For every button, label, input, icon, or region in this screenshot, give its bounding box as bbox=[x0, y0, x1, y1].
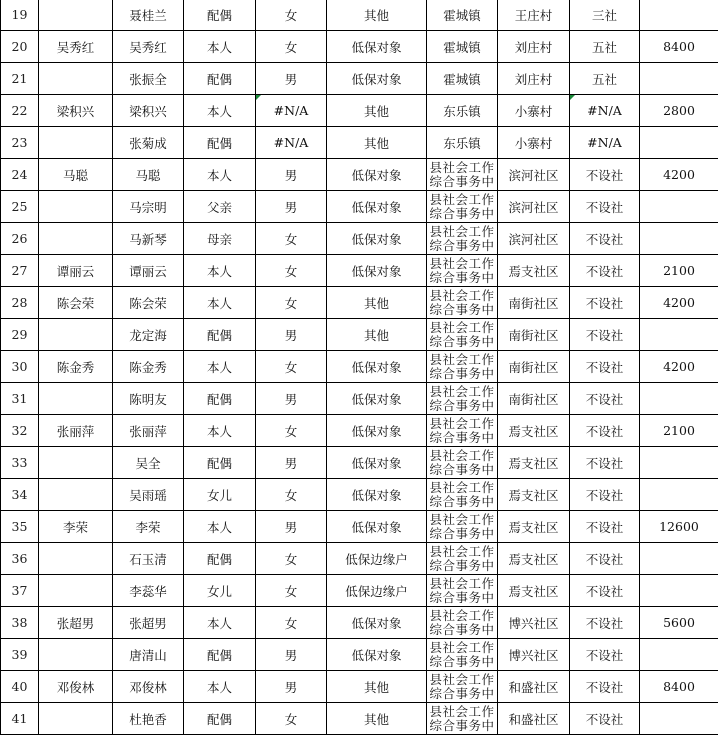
cell-gender[interactable]: 男 bbox=[256, 671, 327, 703]
cell-town[interactable]: 县社会工作综合事务中 bbox=[427, 383, 498, 415]
cell-household-head[interactable] bbox=[39, 127, 113, 159]
cell-gender[interactable]: 女 bbox=[256, 351, 327, 383]
cell-village[interactable]: 小寨村 bbox=[498, 95, 570, 127]
cell-member-name[interactable]: 陈明友 bbox=[113, 383, 184, 415]
cell-amount[interactable] bbox=[640, 543, 718, 575]
cell-row-number[interactable]: 35 bbox=[1, 511, 39, 543]
cell-relation[interactable]: 配偶 bbox=[184, 639, 256, 671]
cell-row-number[interactable]: 26 bbox=[1, 223, 39, 255]
table-row bbox=[1, 255, 718, 287]
cell-category[interactable]: 其他 bbox=[327, 127, 427, 159]
cell-amount[interactable] bbox=[640, 479, 718, 511]
cell-relation[interactable]: 本人 bbox=[184, 671, 256, 703]
cell-row-number[interactable]: 28 bbox=[1, 287, 39, 319]
cell-village[interactable]: 南街社区 bbox=[498, 383, 570, 415]
cell-group[interactable]: 不设社 bbox=[570, 543, 640, 575]
cell-town[interactable]: 县社会工作综合事务中 bbox=[427, 703, 498, 735]
cell-member-name[interactable]: 梁积兴 bbox=[113, 95, 184, 127]
table-row bbox=[1, 0, 718, 31]
cell-gender[interactable]: 男 bbox=[256, 191, 327, 223]
cell-relation[interactable]: 配偶 bbox=[184, 319, 256, 351]
cell-town[interactable]: 县社会工作综合事务中 bbox=[427, 159, 498, 191]
cell-row-number[interactable]: 40 bbox=[1, 671, 39, 703]
cell-village[interactable]: 焉支社区 bbox=[498, 415, 570, 447]
cell-group[interactable]: 不设社 bbox=[570, 703, 640, 735]
cell-group[interactable]: 不设社 bbox=[570, 671, 640, 703]
table-row bbox=[1, 447, 718, 479]
cell-group[interactable]: 不设社 bbox=[570, 191, 640, 223]
cell-gender[interactable]: 男 bbox=[256, 447, 327, 479]
cell-amount[interactable] bbox=[640, 447, 718, 479]
cell-group[interactable]: 不设社 bbox=[570, 511, 640, 543]
cell-member-name[interactable]: 杜艳香 bbox=[113, 703, 184, 735]
cell-category[interactable]: 低保对象 bbox=[327, 223, 427, 255]
cell-row-number[interactable]: 21 bbox=[1, 63, 39, 95]
cell-relation[interactable]: 配偶 bbox=[184, 0, 256, 31]
cell-member-name[interactable]: 聂桂兰 bbox=[113, 0, 184, 31]
table-row bbox=[1, 575, 718, 607]
cell-row-number[interactable]: 23 bbox=[1, 127, 39, 159]
cell-relation[interactable]: 本人 bbox=[184, 511, 256, 543]
cell-category[interactable]: 低保对象 bbox=[327, 479, 427, 511]
cell-amount[interactable] bbox=[640, 703, 718, 735]
cell-village[interactable]: 焉支社区 bbox=[498, 575, 570, 607]
cell-household-head[interactable] bbox=[39, 383, 113, 415]
cell-group[interactable]: 不设社 bbox=[570, 383, 640, 415]
cell-household-head[interactable]: 吴秀红 bbox=[39, 31, 113, 63]
cell-relation[interactable]: 配偶 bbox=[184, 543, 256, 575]
cell-village[interactable]: 刘庄村 bbox=[498, 63, 570, 95]
cell-group[interactable]: #N/A bbox=[570, 127, 640, 159]
cell-village[interactable]: 焉支社区 bbox=[498, 255, 570, 287]
table-row bbox=[1, 351, 718, 383]
cell-group[interactable]: 不设社 bbox=[570, 287, 640, 319]
cell-relation[interactable]: 配偶 bbox=[184, 383, 256, 415]
cell-amount[interactable] bbox=[640, 0, 718, 31]
cell-gender[interactable]: 男 bbox=[256, 63, 327, 95]
cell-row-number[interactable]: 24 bbox=[1, 159, 39, 191]
cell-row-number[interactable]: 34 bbox=[1, 479, 39, 511]
cell-group[interactable]: 不设社 bbox=[570, 351, 640, 383]
cell-group[interactable]: 不设社 bbox=[570, 607, 640, 639]
cell-town[interactable]: 县社会工作综合事务中 bbox=[427, 287, 498, 319]
table-row bbox=[1, 383, 718, 415]
cell-gender[interactable]: 男 bbox=[256, 383, 327, 415]
cell-row-number[interactable]: 33 bbox=[1, 447, 39, 479]
table-row bbox=[1, 31, 718, 63]
cell-household-head[interactable] bbox=[39, 479, 113, 511]
cell-row-number[interactable]: 22 bbox=[1, 95, 39, 127]
cell-household-head[interactable]: 陈会荣 bbox=[39, 287, 113, 319]
spreadsheet-body bbox=[1, 0, 718, 735]
cell-amount[interactable]: 5600 bbox=[640, 607, 718, 639]
error-indicator-icon bbox=[570, 95, 575, 100]
cell-gender[interactable]: #N/A bbox=[256, 95, 327, 127]
cell-household-head[interactable]: 张超男 bbox=[39, 607, 113, 639]
cell-member-name[interactable]: 张振全 bbox=[113, 63, 184, 95]
cell-town[interactable]: 县社会工作综合事务中 bbox=[427, 671, 498, 703]
cell-group[interactable]: 不设社 bbox=[570, 415, 640, 447]
cell-member-name[interactable]: 马聪 bbox=[113, 159, 184, 191]
cell-row-number[interactable]: 27 bbox=[1, 255, 39, 287]
cell-gender[interactable]: 女 bbox=[256, 0, 327, 31]
cell-relation[interactable]: 本人 bbox=[184, 415, 256, 447]
cell-amount[interactable] bbox=[640, 639, 718, 671]
cell-village[interactable]: 焉支社区 bbox=[498, 447, 570, 479]
table-row bbox=[1, 671, 718, 703]
cell-group[interactable]: #N/A bbox=[570, 95, 640, 127]
cell-amount[interactable]: 2100 bbox=[640, 255, 718, 287]
cell-household-head[interactable] bbox=[39, 223, 113, 255]
cell-amount[interactable]: 2100 bbox=[640, 415, 718, 447]
cell-category[interactable]: 低保对象 bbox=[327, 255, 427, 287]
cell-relation[interactable]: 女儿 bbox=[184, 575, 256, 607]
cell-amount[interactable] bbox=[640, 63, 718, 95]
cell-household-head[interactable] bbox=[39, 191, 113, 223]
cell-group[interactable]: 三社 bbox=[570, 0, 640, 31]
cell-member-name[interactable]: 张超男 bbox=[113, 607, 184, 639]
cell-gender[interactable]: #N/A bbox=[256, 127, 327, 159]
cell-village[interactable]: 小寨村 bbox=[498, 127, 570, 159]
cell-amount[interactable] bbox=[640, 223, 718, 255]
cell-village[interactable]: 南街社区 bbox=[498, 287, 570, 319]
cell-member-name[interactable]: 谭丽云 bbox=[113, 255, 184, 287]
cell-town[interactable]: 县社会工作综合事务中 bbox=[427, 479, 498, 511]
cell-category[interactable]: 其他 bbox=[327, 319, 427, 351]
table-row bbox=[1, 63, 718, 95]
cell-group[interactable]: 不设社 bbox=[570, 223, 640, 255]
cell-member-name[interactable]: 马新琴 bbox=[113, 223, 184, 255]
cell-household-head[interactable] bbox=[39, 447, 113, 479]
cell-household-head[interactable] bbox=[39, 575, 113, 607]
cell-town[interactable]: 霍城镇 bbox=[427, 0, 498, 31]
cell-relation[interactable]: 配偶 bbox=[184, 63, 256, 95]
table-row bbox=[1, 287, 718, 319]
cell-town[interactable]: 县社会工作综合事务中 bbox=[427, 223, 498, 255]
cell-member-name[interactable]: 邓俊林 bbox=[113, 671, 184, 703]
cell-amount[interactable] bbox=[640, 127, 718, 159]
cell-row-number[interactable]: 30 bbox=[1, 351, 39, 383]
cell-amount[interactable] bbox=[640, 191, 718, 223]
cell-group[interactable]: 不设社 bbox=[570, 255, 640, 287]
cell-village[interactable]: 滨河社区 bbox=[498, 223, 570, 255]
cell-household-head[interactable]: 邓俊林 bbox=[39, 671, 113, 703]
cell-category[interactable]: 低保对象 bbox=[327, 447, 427, 479]
cell-village[interactable]: 焉支社区 bbox=[498, 479, 570, 511]
cell-category[interactable]: 低保对象 bbox=[327, 31, 427, 63]
cell-town[interactable]: 县社会工作综合事务中 bbox=[427, 351, 498, 383]
cell-category[interactable]: 低保对象 bbox=[327, 383, 427, 415]
table-row bbox=[1, 479, 718, 511]
cell-row-number[interactable]: 37 bbox=[1, 575, 39, 607]
cell-member-name[interactable]: 吴全 bbox=[113, 447, 184, 479]
cell-category[interactable]: 其他 bbox=[327, 671, 427, 703]
cell-member-name[interactable]: 张丽萍 bbox=[113, 415, 184, 447]
cell-village[interactable]: 和盛社区 bbox=[498, 671, 570, 703]
cell-town[interactable]: 县社会工作综合事务中 bbox=[427, 415, 498, 447]
table-row bbox=[1, 127, 718, 159]
cell-category[interactable]: 低保边缘户 bbox=[327, 543, 427, 575]
cell-member-name[interactable]: 李荣 bbox=[113, 511, 184, 543]
cell-town[interactable]: 县社会工作综合事务中 bbox=[427, 575, 498, 607]
cell-group[interactable]: 不设社 bbox=[570, 159, 640, 191]
cell-row-number[interactable]: 25 bbox=[1, 191, 39, 223]
cell-village[interactable]: 滨河社区 bbox=[498, 191, 570, 223]
cell-town[interactable]: 县社会工作综合事务中 bbox=[427, 607, 498, 639]
cell-gender[interactable]: 男 bbox=[256, 159, 327, 191]
cell-town[interactable]: 霍城镇 bbox=[427, 63, 498, 95]
cell-village[interactable]: 博兴社区 bbox=[498, 607, 570, 639]
cell-relation[interactable]: 配偶 bbox=[184, 447, 256, 479]
table-row bbox=[1, 159, 718, 191]
cell-member-name[interactable]: 陈会荣 bbox=[113, 287, 184, 319]
cell-amount[interactable]: 4200 bbox=[640, 351, 718, 383]
cell-category[interactable]: 低保对象 bbox=[327, 639, 427, 671]
cell-village[interactable]: 焉支社区 bbox=[498, 511, 570, 543]
cell-category[interactable]: 低保对象 bbox=[327, 159, 427, 191]
cell-gender[interactable]: 女 bbox=[256, 543, 327, 575]
cell-town[interactable]: 东乐镇 bbox=[427, 95, 498, 127]
table-row bbox=[1, 543, 718, 575]
cell-town[interactable]: 县社会工作综合事务中 bbox=[427, 639, 498, 671]
cell-gender[interactable]: 女 bbox=[256, 255, 327, 287]
cell-member-name[interactable]: 张菊成 bbox=[113, 127, 184, 159]
cell-relation[interactable]: 本人 bbox=[184, 351, 256, 383]
cell-amount[interactable] bbox=[640, 575, 718, 607]
cell-amount[interactable]: 4200 bbox=[640, 287, 718, 319]
cell-gender[interactable]: 男 bbox=[256, 511, 327, 543]
cell-group[interactable]: 五社 bbox=[570, 63, 640, 95]
cell-row-number[interactable]: 39 bbox=[1, 639, 39, 671]
table-row bbox=[1, 223, 718, 255]
cell-amount[interactable]: 12600 bbox=[640, 511, 718, 543]
cell-town[interactable]: 县社会工作综合事务中 bbox=[427, 191, 498, 223]
cell-category[interactable]: 低保对象 bbox=[327, 415, 427, 447]
cell-household-head[interactable] bbox=[39, 703, 113, 735]
cell-household-head[interactable]: 谭丽云 bbox=[39, 255, 113, 287]
cell-group[interactable]: 不设社 bbox=[570, 319, 640, 351]
cell-gender[interactable]: 女 bbox=[256, 703, 327, 735]
cell-amount[interactable]: 2800 bbox=[640, 95, 718, 127]
table-row bbox=[1, 511, 718, 543]
cell-village[interactable]: 王庄村 bbox=[498, 0, 570, 31]
cell-village[interactable]: 和盛社区 bbox=[498, 703, 570, 735]
cell-category[interactable]: 低保边缘户 bbox=[327, 575, 427, 607]
cell-relation[interactable]: 本人 bbox=[184, 31, 256, 63]
cell-relation[interactable]: 本人 bbox=[184, 287, 256, 319]
cell-amount[interactable]: 8400 bbox=[640, 671, 718, 703]
cell-member-name[interactable]: 吴雨瑶 bbox=[113, 479, 184, 511]
cell-relation[interactable]: 本人 bbox=[184, 95, 256, 127]
cell-amount[interactable]: 4200 bbox=[640, 159, 718, 191]
cell-group[interactable]: 五社 bbox=[570, 31, 640, 63]
cell-category[interactable]: 其他 bbox=[327, 95, 427, 127]
cell-household-head[interactable]: 张丽萍 bbox=[39, 415, 113, 447]
cell-group[interactable]: 不设社 bbox=[570, 639, 640, 671]
cell-category[interactable]: 其他 bbox=[327, 0, 427, 31]
cell-gender[interactable]: 女 bbox=[256, 223, 327, 255]
cell-group[interactable]: 不设社 bbox=[570, 447, 640, 479]
cell-town[interactable]: 县社会工作综合事务中 bbox=[427, 543, 498, 575]
table-row bbox=[1, 415, 718, 447]
cell-town[interactable]: 东乐镇 bbox=[427, 127, 498, 159]
cell-relation[interactable]: 配偶 bbox=[184, 703, 256, 735]
cell-relation[interactable]: 配偶 bbox=[184, 127, 256, 159]
cell-category[interactable]: 低保对象 bbox=[327, 63, 427, 95]
cell-member-name[interactable]: 唐清山 bbox=[113, 639, 184, 671]
cell-group[interactable]: 不设社 bbox=[570, 479, 640, 511]
cell-gender[interactable]: 女 bbox=[256, 415, 327, 447]
cell-relation[interactable]: 父亲 bbox=[184, 191, 256, 223]
table-row bbox=[1, 319, 718, 351]
cell-row-number[interactable]: 41 bbox=[1, 703, 39, 735]
cell-town[interactable]: 霍城镇 bbox=[427, 31, 498, 63]
cell-household-head[interactable]: 李荣 bbox=[39, 511, 113, 543]
cell-row-number[interactable]: 38 bbox=[1, 607, 39, 639]
cell-row-number[interactable]: 36 bbox=[1, 543, 39, 575]
cell-amount[interactable] bbox=[640, 383, 718, 415]
cell-amount[interactable] bbox=[640, 319, 718, 351]
table-row bbox=[1, 639, 718, 671]
table-row bbox=[1, 703, 718, 735]
cell-gender[interactable]: 男 bbox=[256, 319, 327, 351]
cell-group[interactable]: 不设社 bbox=[570, 575, 640, 607]
cell-household-head[interactable] bbox=[39, 63, 113, 95]
table-row bbox=[1, 95, 718, 127]
cell-category[interactable]: 其他 bbox=[327, 287, 427, 319]
cell-row-number[interactable]: 29 bbox=[1, 319, 39, 351]
cell-gender[interactable]: 女 bbox=[256, 575, 327, 607]
cell-household-head[interactable]: 梁积兴 bbox=[39, 95, 113, 127]
cell-member-name[interactable]: 陈金秀 bbox=[113, 351, 184, 383]
cell-row-number[interactable]: 31 bbox=[1, 383, 39, 415]
error-indicator-icon bbox=[256, 95, 261, 100]
cell-village[interactable]: 焉支社区 bbox=[498, 543, 570, 575]
cell-village[interactable]: 南街社区 bbox=[498, 319, 570, 351]
cell-household-head[interactable]: 陈金秀 bbox=[39, 351, 113, 383]
cell-relation[interactable]: 本人 bbox=[184, 159, 256, 191]
cell-household-head[interactable] bbox=[39, 0, 113, 31]
cell-village[interactable]: 博兴社区 bbox=[498, 639, 570, 671]
cell-town[interactable]: 县社会工作综合事务中 bbox=[427, 255, 498, 287]
cell-category[interactable]: 低保对象 bbox=[327, 607, 427, 639]
cell-village[interactable]: 南街社区 bbox=[498, 351, 570, 383]
cell-row-number[interactable]: 20 bbox=[1, 31, 39, 63]
cell-relation[interactable]: 本人 bbox=[184, 607, 256, 639]
cell-relation[interactable]: 女儿 bbox=[184, 479, 256, 511]
cell-household-head[interactable]: 马聪 bbox=[39, 159, 113, 191]
table-row bbox=[1, 191, 718, 223]
cell-town[interactable]: 县社会工作综合事务中 bbox=[427, 511, 498, 543]
table-row bbox=[1, 607, 718, 639]
cell-row-number[interactable]: 19 bbox=[1, 0, 39, 31]
cell-member-name[interactable]: 李蕊华 bbox=[113, 575, 184, 607]
cell-town[interactable]: 县社会工作综合事务中 bbox=[427, 319, 498, 351]
cell-gender[interactable]: 女 bbox=[256, 31, 327, 63]
cell-household-head[interactable] bbox=[39, 543, 113, 575]
cell-category[interactable]: 低保对象 bbox=[327, 511, 427, 543]
cell-member-name[interactable]: 吴秀红 bbox=[113, 31, 184, 63]
cell-gender[interactable]: 女 bbox=[256, 287, 327, 319]
cell-category[interactable]: 其他 bbox=[327, 703, 427, 735]
cell-row-number[interactable]: 32 bbox=[1, 415, 39, 447]
cell-member-name[interactable]: 石玉清 bbox=[113, 543, 184, 575]
cell-gender[interactable]: 男 bbox=[256, 639, 327, 671]
cell-household-head[interactable] bbox=[39, 639, 113, 671]
cell-member-name[interactable]: 马宗明 bbox=[113, 191, 184, 223]
cell-relation[interactable]: 母亲 bbox=[184, 223, 256, 255]
cell-gender[interactable]: 女 bbox=[256, 607, 327, 639]
cell-category[interactable]: 低保对象 bbox=[327, 191, 427, 223]
cell-amount[interactable]: 8400 bbox=[640, 31, 718, 63]
cell-category[interactable]: 低保对象 bbox=[327, 351, 427, 383]
cell-village[interactable]: 刘庄村 bbox=[498, 31, 570, 63]
cell-relation[interactable]: 本人 bbox=[184, 255, 256, 287]
cell-household-head[interactable] bbox=[39, 319, 113, 351]
cell-member-name[interactable]: 龙定海 bbox=[113, 319, 184, 351]
cell-town[interactable]: 县社会工作综合事务中 bbox=[427, 447, 498, 479]
cell-gender[interactable]: 女 bbox=[256, 479, 327, 511]
cell-village[interactable]: 滨河社区 bbox=[498, 159, 570, 191]
